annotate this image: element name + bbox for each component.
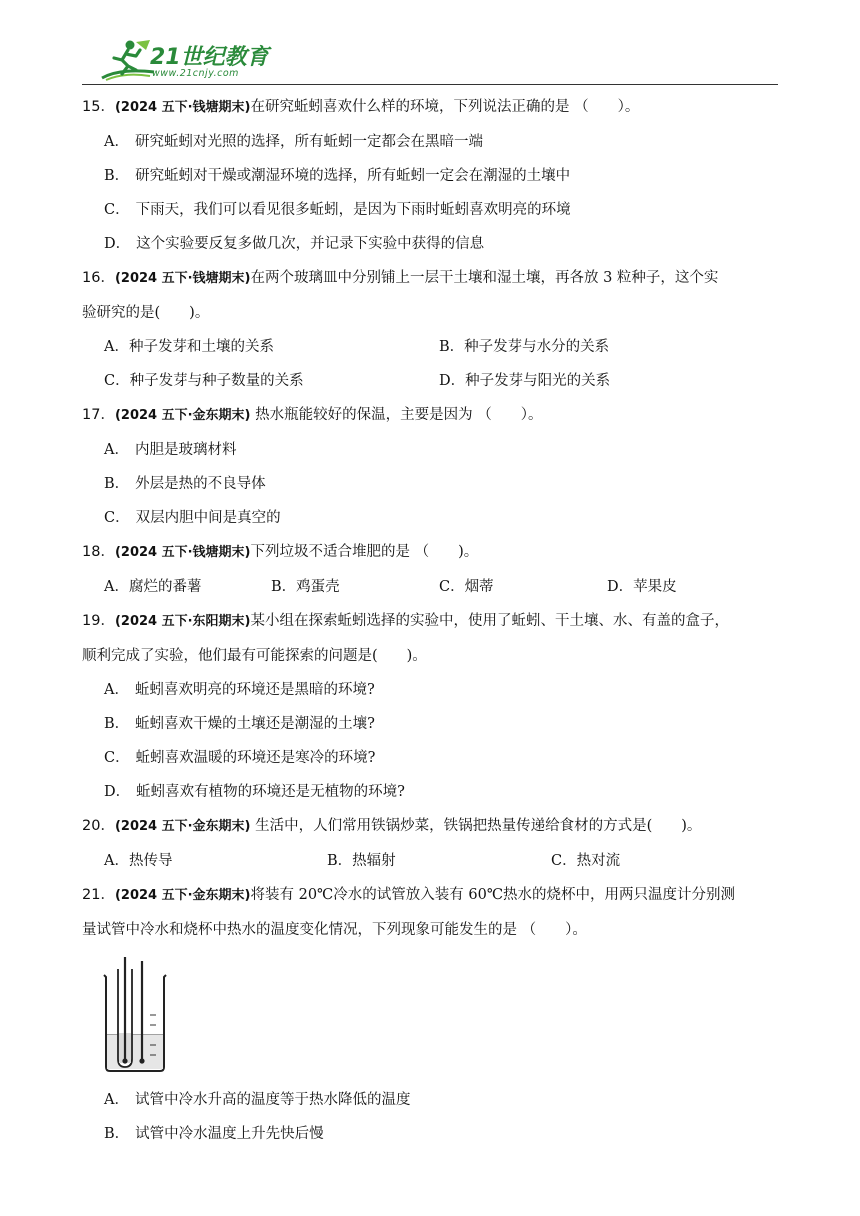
option-c: C． 下雨天，我们可以看见很多蚯蚓，是因为下雨时蚯蚓喜欢明亮的环境: [104, 202, 571, 218]
option-b: B．种子发芽与水分的关系: [439, 339, 610, 355]
question-source: (2024 五下·金东期末): [114, 819, 251, 834]
option-c: C． 蚯蚓喜欢温暖的环境还是寒冷的环境?: [104, 750, 376, 766]
option-row: [82, 330, 782, 364]
question-18: [82, 535, 782, 604]
option-d: D． 这个实验要反复多做几次，并记录下实验中获得的信息: [104, 236, 485, 252]
question-text-continued: 验研究的是( )。: [82, 305, 210, 321]
question-stem: [82, 261, 782, 296]
logo-url-text: www.21cnjy.com: [152, 68, 239, 79]
question-source: (2024 五下·钱塘期末): [114, 271, 251, 286]
option-a: A． 内胆是玻璃材料: [104, 442, 237, 458]
beaker-thermometer-icon: [100, 955, 170, 1073]
option-d: D．种子发芽与阳光的关系: [439, 373, 611, 389]
question-15: [82, 90, 782, 261]
option-b: B． 研究蚯蚓对干燥或潮湿环境的选择，所有蚯蚓一定会在潮湿的土壤中: [104, 168, 571, 184]
question-number: 17．: [82, 407, 115, 423]
option-d: D． 蚯蚓喜欢有植物的环境还是无植物的环境?: [104, 784, 405, 800]
question-text: 在两个玻璃皿中分别铺上一层干土壤和湿土壤，再各放 3 粒种子，这个实: [250, 270, 719, 286]
option-c: C．烟蒂: [439, 579, 494, 595]
question-text-continued: 顺利完成了实验，他们最有可能探索的问题是( )。: [82, 648, 427, 664]
logo: [100, 38, 270, 84]
question-stem: [82, 878, 782, 913]
question-stem: [82, 809, 782, 844]
option-b: B． 试管中冷水温度上升先快后慢: [104, 1126, 324, 1142]
question-16: [82, 261, 782, 398]
logo-brand-text: 21世纪教育: [150, 45, 269, 70]
option-b: B． 外层是热的不良导体: [104, 476, 266, 492]
question-text: 生活中，人们常用铁锅炒菜，铁锅把热量传递给食材的方式是( )。: [250, 818, 702, 834]
question-source: (2024 五下·钱塘期末): [114, 545, 251, 560]
question-source: (2024 五下·东阳期末): [114, 614, 251, 629]
question-source: (2024 五下·钱塘期末): [114, 100, 251, 115]
question-text: 将装有 20℃冷水的试管放入装有 60℃热水的烧杯中，用两只温度计分别测: [250, 887, 736, 903]
beaker-test-tube-figure: [82, 947, 782, 1083]
question-text: 某小组在探索蚯蚓选择的实验中，使用了蚯蚓、干土壤、水、有盖的盒子，: [250, 613, 729, 629]
question-text-continued: 量试管中冷水和烧杯中热水的温度变化情况，下列现象可能发生的是 （ ）。: [82, 922, 587, 938]
option-row: [82, 570, 782, 604]
question-number: 21．: [82, 887, 115, 903]
option-b: B． 蚯蚓喜欢干燥的土壤还是潮湿的土壤?: [104, 716, 375, 732]
question-17: [82, 398, 782, 535]
question-list: [82, 90, 782, 1151]
option-b: B．鸡蛋壳: [271, 579, 340, 595]
question-number: 16．: [82, 270, 115, 286]
page-header: [0, 0, 860, 90]
question-21: [82, 878, 782, 1151]
question-text: 下列垃圾不适合堆肥的是 （ )。: [250, 544, 479, 560]
question-source: (2024 五下·金东期末): [114, 408, 251, 423]
option-a: A．腐烂的番薯: [104, 579, 202, 595]
option-c: C．热对流: [551, 853, 621, 869]
question-stem: [82, 535, 782, 570]
question-19: [82, 604, 782, 809]
runner-logo-icon: [100, 38, 156, 82]
question-20: [82, 809, 782, 878]
option-row: [82, 364, 782, 398]
question-number: 20．: [82, 818, 115, 834]
question-text: 在研究蚯蚓喜欢什么样的环境，下列说法正确的是 （ ）。: [250, 99, 640, 115]
option-a: A． 试管中冷水升高的温度等于热水降低的温度: [104, 1092, 411, 1108]
option-a: A．热传导: [104, 853, 173, 869]
question-stem: [82, 398, 782, 433]
option-a: A．种子发芽和土壤的关系: [104, 339, 274, 355]
question-number: 18．: [82, 544, 115, 560]
option-b: B．热辐射: [327, 853, 396, 869]
header-divider: [82, 84, 778, 85]
option-a: A． 研究蚯蚓对光照的选择，所有蚯蚓一定都会在黑暗一端: [104, 134, 483, 150]
question-number: 15．: [82, 99, 115, 115]
question-source: (2024 五下·金东期末): [114, 888, 251, 903]
option-d: D．苹果皮: [607, 579, 677, 595]
question-text: 热水瓶能较好的保温，主要是因为 （ ）。: [250, 407, 543, 423]
question-stem: [82, 604, 782, 639]
question-stem: [82, 90, 782, 125]
question-number: 19．: [82, 613, 115, 629]
option-c: C．种子发芽与种子数量的关系: [104, 373, 304, 389]
option-c: C． 双层内胆中间是真空的: [104, 510, 281, 526]
option-row: [82, 844, 782, 878]
option-a: A． 蚯蚓喜欢明亮的环境还是黑暗的环境?: [104, 682, 375, 698]
